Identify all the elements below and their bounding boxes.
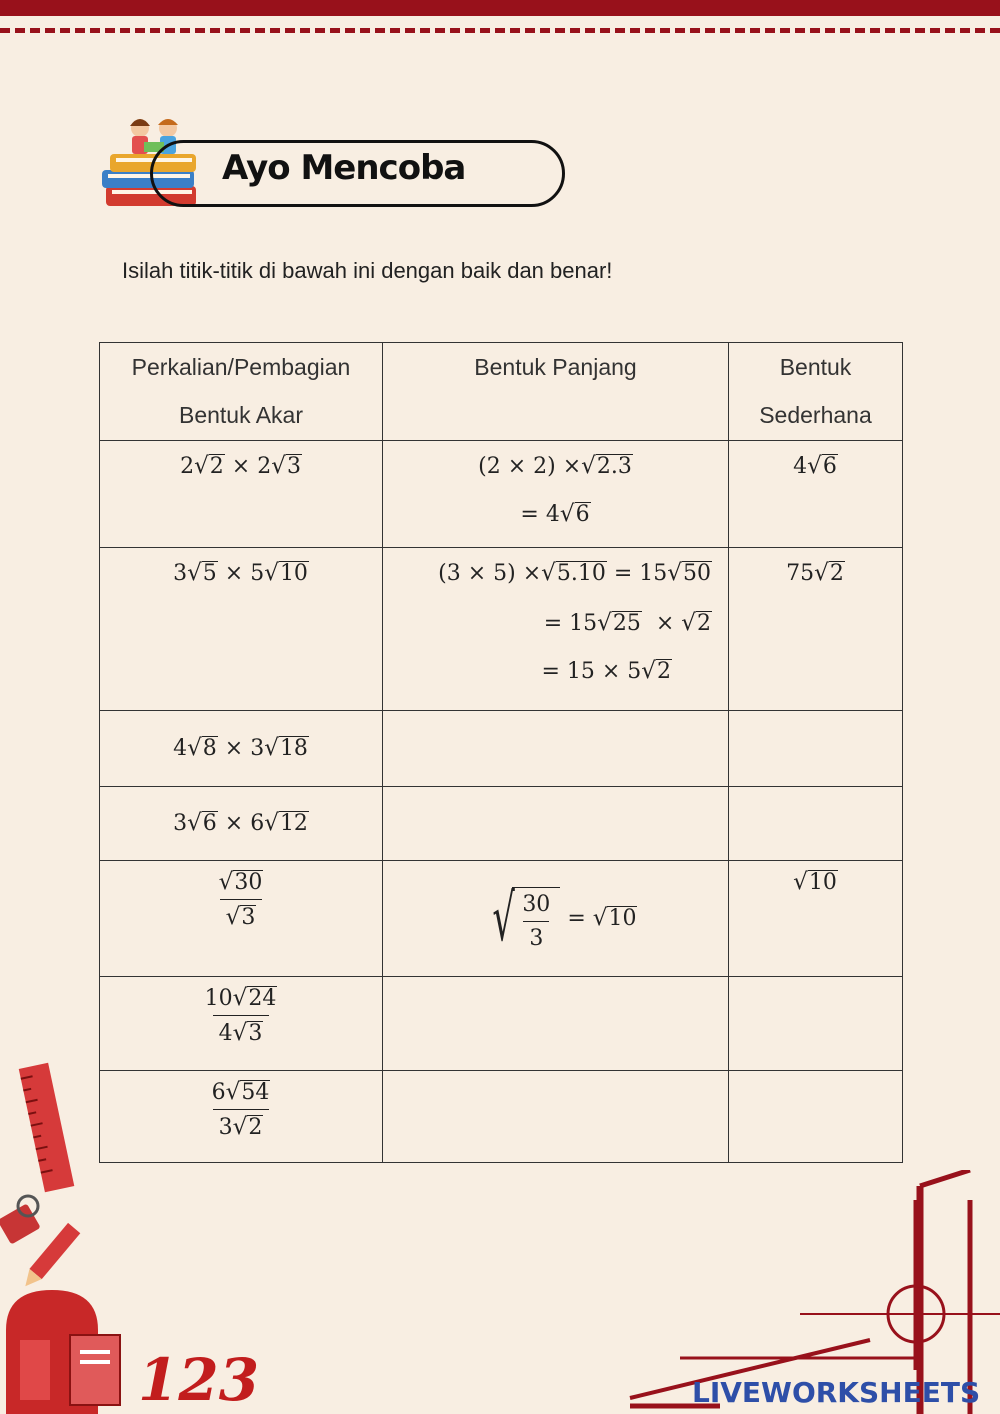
- table-row: [100, 711, 903, 787]
- long-form-answer-blank[interactable]: [383, 977, 729, 1071]
- question-cell: 6 √ 54 3 √ 2: [100, 1071, 383, 1163]
- long-form-answer-blank[interactable]: [383, 711, 729, 787]
- question-cell: 2 √ 2 × 2 √ 3: [100, 441, 383, 548]
- school-supplies-decoration: [0, 1060, 260, 1414]
- table-row: [100, 787, 903, 861]
- header-col-long-form: Bentuk Panjang: [383, 343, 729, 441]
- liveworksheets-watermark: LIVEWORKSHEETS: [692, 1376, 981, 1409]
- instruction-text: Isilah titik-titik di bawah ini dengan baik dan benar!: [122, 258, 613, 283]
- top-dashed-line: [0, 28, 1000, 33]
- long-form-answer-blank[interactable]: [383, 787, 729, 861]
- header-col-simple-form: Bentuk Sederhana: [729, 343, 903, 441]
- simple-form-answer-blank[interactable]: [729, 711, 903, 787]
- simple-form-answer-blank[interactable]: [729, 787, 903, 861]
- binder-clip-icon: [0, 1196, 41, 1245]
- simple-form-cell[interactable]: 4 √ 6: [729, 441, 903, 548]
- top-border-bar: [0, 0, 1000, 16]
- simple-form-cell[interactable]: 75 √ 2: [729, 548, 903, 711]
- long-form-cell[interactable]: √ $\frac{30}{3}$ = √ 10: [383, 861, 729, 977]
- table-row: [100, 548, 903, 711]
- question-cell: 3 √ 6 × 6 √ 12: [100, 787, 383, 861]
- long-form-cell[interactable]: (2 × 2) × √ 2.3 = 4 √ 6: [383, 441, 729, 548]
- question-cell: 4 √ 8 × 3 √ 18: [100, 711, 383, 787]
- table-row: [100, 441, 903, 548]
- table-row: [100, 977, 903, 1071]
- backpack-icon: [6, 1290, 120, 1414]
- simple-form-answer-blank[interactable]: [729, 977, 903, 1071]
- page-title: Ayo Mencoba: [222, 148, 466, 188]
- long-form-answer-blank[interactable]: [383, 1071, 729, 1163]
- simple-form-cell[interactable]: √ 10: [729, 861, 903, 977]
- long-form-cell[interactable]: (3 × 5) × √ 5.10 = 15 √ 50 = 15 √ 25 × √ 2 = 15 × 5 √ 2: [383, 548, 729, 711]
- simple-form-answer-blank[interactable]: [729, 1071, 903, 1163]
- question-cell: 10 √ 24 4 √ 3: [100, 977, 383, 1071]
- table-row: [100, 861, 903, 977]
- ruler-icon: [19, 1063, 75, 1192]
- question-cell: √ 30 √ 3: [100, 861, 383, 977]
- table-header-row: [100, 343, 903, 441]
- header-col-question: Perkalian/Pembagian Bentuk Akar: [100, 343, 383, 441]
- numbers-123-text: 123: [138, 1346, 260, 1414]
- question-cell: 3 √ 5 × 5 √ 10: [100, 548, 383, 711]
- worksheet-table: [99, 342, 903, 1163]
